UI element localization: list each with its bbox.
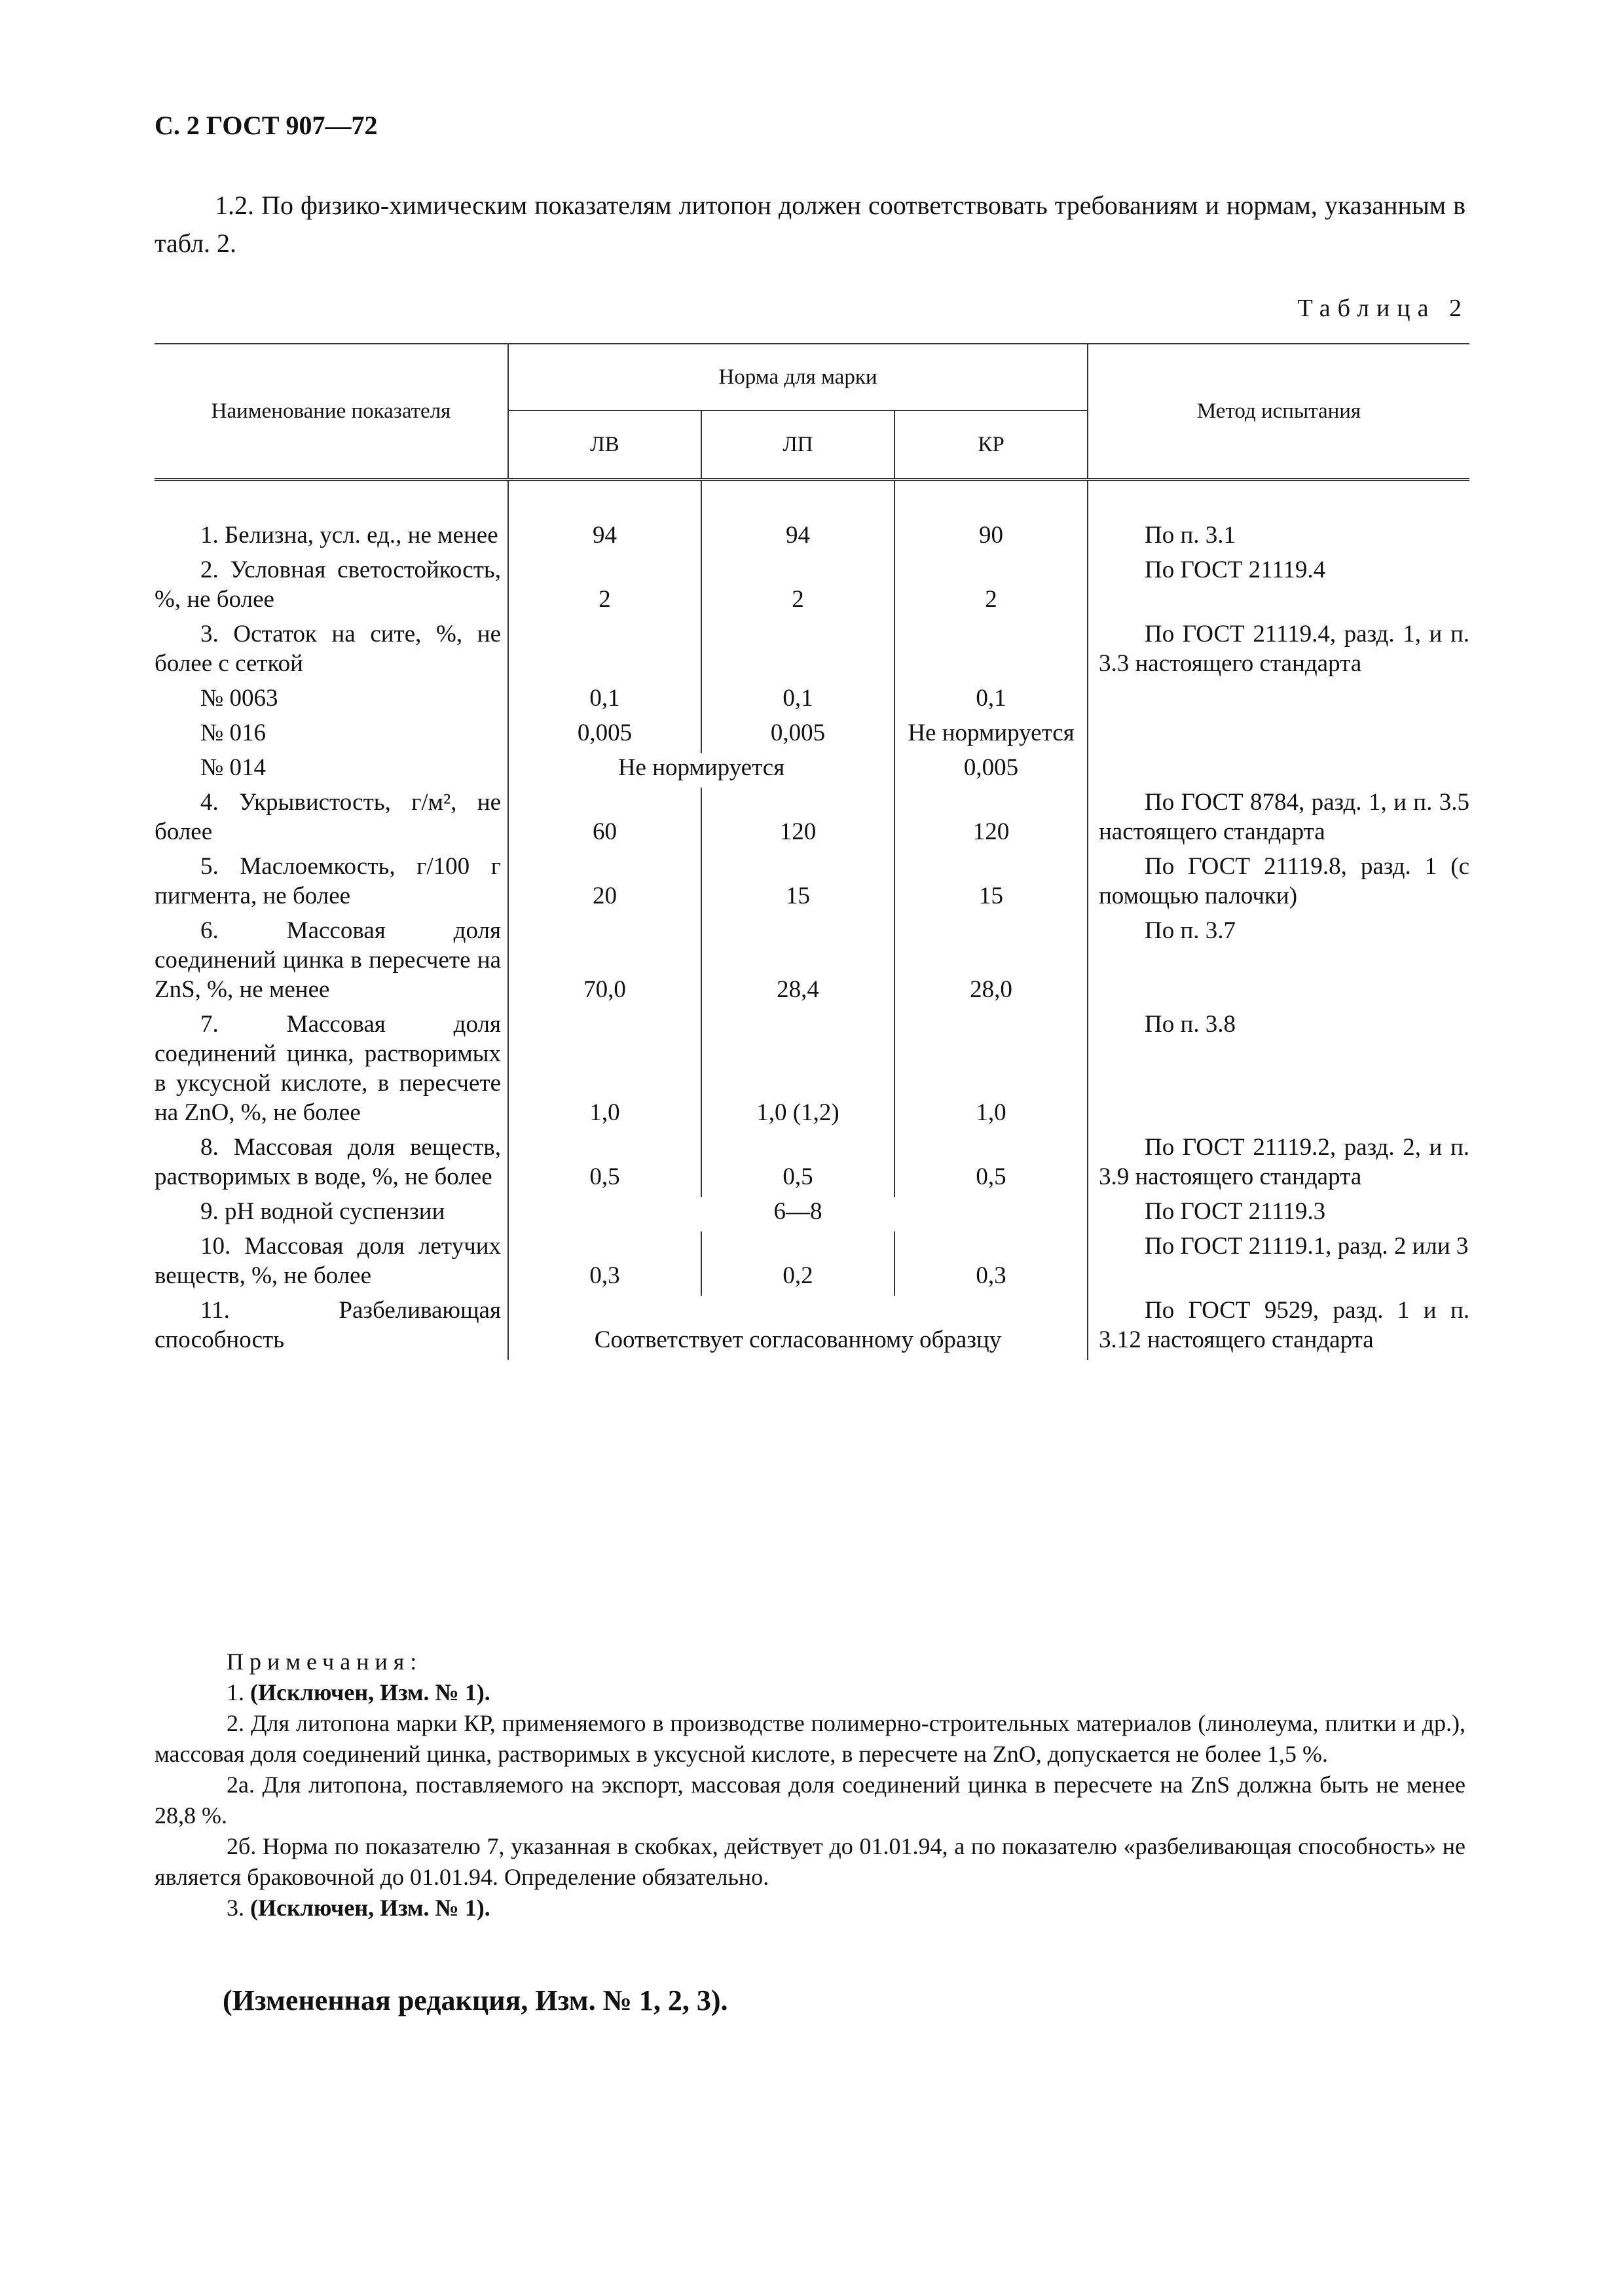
row-name: 10. Массовая доля летучих веществ, %, не более [155,1233,501,1289]
table-row [155,619,1469,683]
value-kr: 120 [894,788,1088,852]
value-lv [508,619,701,683]
value-lv: 94 [508,520,701,555]
value-lv: 0,005 [508,718,701,753]
note-3-excluded: (Исключен, Изм. № 1). [250,1895,490,1921]
row-method: По ГОСТ 21119.4, разд. 1, и п. 3.3 настоящего стандарта [1099,621,1469,677]
note-2a: 2а. Для литопона, поставляемого на экспорт, массовая доля соединений цинка в пересчете на ZnS должна быть не менее 28,8 %. [155,1772,1465,1829]
row-method: По ГОСТ 21119.1, разд. 2 или 3 [1145,1233,1469,1260]
value-lp: 0,005 [701,718,894,753]
value-lv: 0,1 [508,683,701,718]
value-lp: 94 [701,520,894,555]
header-grade-lp: ЛП [701,410,894,480]
value-kr [894,619,1088,683]
notes-section [155,1647,1465,1923]
header-grade-lv: ЛВ [508,410,701,480]
value-kr: 0,5 [894,1133,1088,1197]
note-3 [155,1893,1465,1923]
page-header: С. 2 ГОСТ 907—72 [155,111,378,140]
table-row [155,718,1469,753]
table-row [155,1296,1469,1360]
row-name: 2. Условная светостойкость, %, не более [155,556,501,613]
value-lp: 1,0 (1,2) [701,1010,894,1133]
header-method: Метод испытания [1088,344,1469,480]
value-lv: 20 [508,852,701,916]
note-2b: 2б. Норма по показателю 7, указанная в скобках, действует до 01.01.94, а по показателю «разбеливающая способность» не является браковочной до 01.01.94. Определение обязательно. [155,1833,1465,1890]
value-lv: 0,5 [508,1133,701,1197]
row-method: По ГОСТ 21119.4 [1145,556,1326,583]
note-1 [155,1677,1465,1708]
row-method: По ГОСТ 8784, разд. 1, и п. 3.5 настоящего стандарта [1099,789,1469,845]
row-name: № 0063 [200,685,278,712]
row-name: 4. Укрывистость, г/м², не более [155,789,501,845]
row-name: 11. Разбеливающая способность [155,1297,501,1353]
note-2: 2. Для литопона марки КР, применяемого в производстве полимерно-строительных материалов (линолеума, плитки и др.), массовая доля соединений цинка, растворимых в уксусной кислоте, в пересчете на ZnO, допускается не более 1,5 %. [155,1710,1465,1767]
value-all: Соответствует согласованному образцу [508,1296,1088,1360]
row-name: 7. Массовая доля соединений цинка, растворимых в уксусной кислоте, в пересчете на ZnO, %, не более [155,1011,501,1126]
table-row [155,1197,1469,1231]
value-lp [701,619,894,683]
row-method: По ГОСТ 9529, разд. 1 и п. 3.12 настоящего стандарта [1099,1297,1469,1353]
table-row [155,1133,1469,1197]
row-method: По п. 3.7 [1145,917,1236,944]
row-method: По ГОСТ 21119.2, разд. 2, и п. 3.9 настоящего стандарта [1099,1134,1469,1190]
row-name: 5. Маслоемкость, г/100 г пигмента, не более [155,853,501,909]
revision-note: (Измененная редакция, Изм. № 1, 2, 3). [223,1984,728,2016]
value-lp: 15 [701,852,894,916]
table-row [155,1231,1469,1296]
notes-title: Примечания: [227,1649,423,1675]
value-kr: 15 [894,852,1088,916]
value-lv: 60 [508,788,701,852]
row-name: 1. Белизна, усл. ед., не менее [200,522,498,549]
value-kr: 2 [894,555,1088,619]
row-method: По ГОСТ 21119.8, разд. 1 (с помощью палочки) [1099,853,1469,909]
note-1-excluded: (Исключен, Изм. № 1). [250,1679,490,1705]
note-3-number: 3. [227,1895,244,1921]
header-grade-kr: КР [894,410,1088,480]
table-caption: Таблица 2 [1297,295,1469,322]
row-method: По ГОСТ 21119.3 [1145,1198,1326,1225]
row-name: 3. Остаток на сите, %, не более с сеткой [155,621,501,677]
value-kr: Не нормируется [894,718,1088,753]
value-kr: 1,0 [894,1010,1088,1133]
spec-table [155,343,1469,1360]
value-lv: 0,3 [508,1231,701,1296]
value-kr: 0,3 [894,1231,1088,1296]
row-method [1088,683,1469,718]
row-name: № 016 [200,720,267,746]
table-row [155,852,1469,916]
value-lp: 0,1 [701,683,894,718]
row-method: По п. 3.1 [1145,522,1236,549]
row-name: 6. Массовая доля соединений цинка в пересчете на ZnS, %, не менее [155,917,501,1003]
note-1-number: 1. [227,1679,244,1705]
table-row [155,916,1469,1010]
row-name: № 014 [200,754,267,781]
value-lp: 0,2 [701,1231,894,1296]
table-row [155,753,1469,788]
table-row [155,1010,1469,1133]
table-row [155,520,1469,555]
row-method: По п. 3.8 [1145,1011,1236,1038]
value-lp: 120 [701,788,894,852]
intro-paragraph: 1.2. По физико-химическим показателям литопон должен соответствовать требованиям и нормам, указанным в табл. 2. [155,191,1465,258]
value-lp: 2 [701,555,894,619]
value-all: 6—8 [508,1197,1088,1231]
value-kr: 0,1 [894,683,1088,718]
table-row [155,555,1469,619]
row-method [1088,753,1469,788]
value-lv-lp: Не нормируется [508,753,894,788]
value-lv: 70,0 [508,916,701,1010]
value-kr: 90 [894,520,1088,555]
row-name: 9. рН водной суспензии [200,1198,445,1225]
header-norm: Норма для марки [508,344,1088,410]
header-name: Наименование показателя [155,344,508,480]
table-row [155,683,1469,718]
value-kr: 0,005 [894,753,1088,788]
value-lp: 28,4 [701,916,894,1010]
row-method [1088,718,1469,753]
table-row [155,788,1469,852]
value-lp: 0,5 [701,1133,894,1197]
row-name: 8. Массовая доля веществ, растворимых в воде, %, не более [155,1134,501,1190]
value-lv: 1,0 [508,1010,701,1133]
value-kr: 28,0 [894,916,1088,1010]
value-lv: 2 [508,555,701,619]
